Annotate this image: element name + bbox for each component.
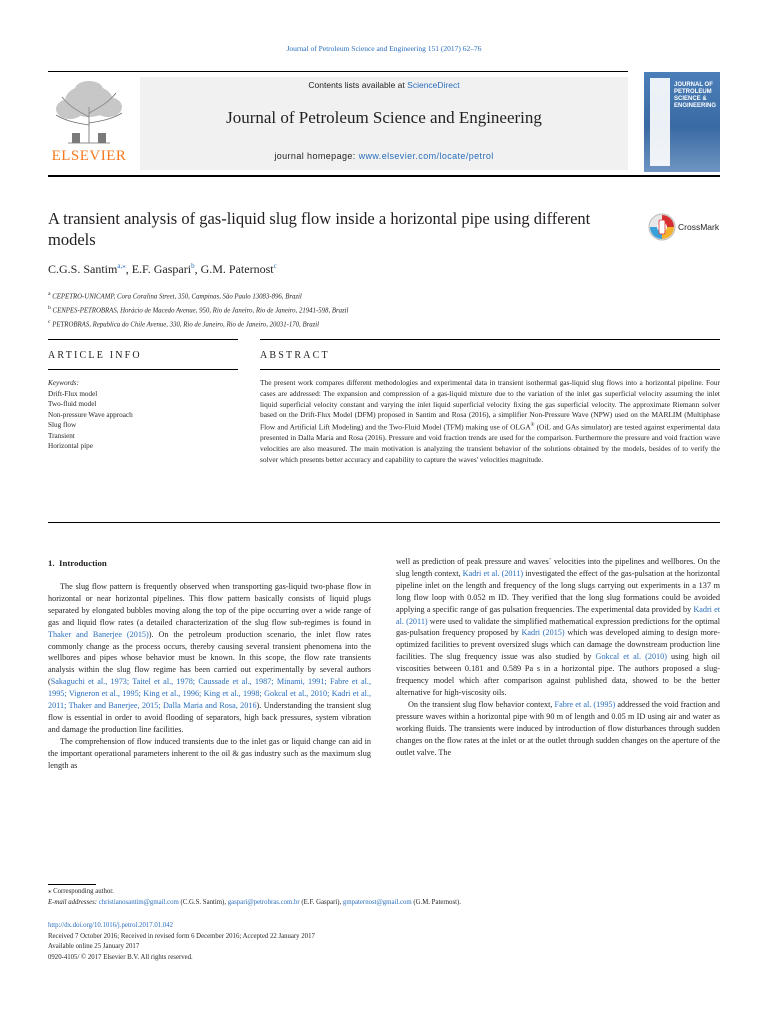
homepage-link[interactable]: www.elsevier.com/locate/petrol [358, 151, 494, 161]
paragraph [48, 581, 371, 736]
text-run: well as prediction of peak pressure and waves´ velocities into the pipelines and wellbores. On the slug length context, [396, 557, 720, 578]
abstract-top-rule [260, 339, 720, 340]
article-title: A transient analysis of gas-liquid slug flow inside a horizontal pipe using different models [48, 209, 591, 249]
text-run: ). On the petroleum production scenario, the inlet flow rates commonly change as the process occurs, thereby causing several transient phenomena into the wellbores and pipes whose behavior must be known. In this scope, the flow rate transients analysis within the slug flow regime has been carried out experimentally by several authors ( [48, 629, 371, 687]
keyword-item: Non-pressure Wave approach [48, 410, 133, 419]
text-run: The slug flow pattern is frequently observed when transporting gas-liquid two-phase flow in horizontal or near horizontal pipelines. This flow pattern basically consists of liquid plugs separated by elongated bubbles moving along the top of the pipe occurring over a wide range of gas and liquid flow rates (a detailed characterization of the slug flow sub-regimes is found in [48, 582, 371, 627]
citation-link[interactable]: Thaker and Banerjee (2015) [48, 629, 149, 639]
paragraph: The comprehension of flow induced transients due to the inlet gas or liquid change can aid in the important operational parameters inherent to the oil & gas industry such as the maximum slug length as [48, 736, 371, 770]
journal-title: Journal of Petroleum Science and Engineering [226, 108, 542, 127]
author-name: E.F. Gaspari [131, 262, 192, 276]
online-date: Available online 25 January 2017 [48, 943, 140, 950]
author-separator: , [194, 262, 201, 276]
keyword-item: Transient [48, 431, 75, 440]
keyword-item: Slug flow [48, 421, 77, 429]
keyword-item: Two-fluid model [48, 400, 97, 408]
crossmark-label[interactable]: CrossMark [678, 222, 720, 232]
keywords-label: Keywords: [48, 379, 79, 387]
email-link[interactable]: christianosantim@gmail.com [98, 898, 179, 906]
affiliation-text: PETROBRAS, Republica do Chile Avenue, 330, Rio de Janeiro, Rio de Janeiro, 20031-170, Brazil [52, 320, 320, 328]
author-affiliation-mark[interactable]: a,⁎ [117, 262, 126, 270]
header-bottom-rule [48, 175, 720, 177]
email-label: E-mail addresses: [48, 898, 98, 906]
email-addresses [48, 898, 720, 909]
citation-link[interactable]: Fabre et al. (1995) [554, 699, 616, 709]
text-run: investigated the effect of the gas-pulsation at the horizontal pipeline inlet on the length and frequency of the long slugs carrying out experiments in a 137 m long flow loop with 0.052 m ID. They verified that the long slug formations could be avoided applying a specific range of gas pulsation frequencies. The experimental data provided by [396, 568, 720, 614]
email-owner: (C.G.S. Santim), [178, 898, 228, 906]
sciencedirect-link[interactable]: ScienceDirect [407, 80, 460, 90]
affiliation-text: CENPES-PETROBRAS, Horácio de Macedo Avenue, 950, Rio de Janeiro, Rio de Janeiro, 21941-598, Brazil [52, 307, 349, 315]
author-name: C.G.S. Santim [48, 262, 118, 276]
footnote-rule [48, 884, 96, 885]
keyword-item: Horizontal pipe [48, 442, 93, 450]
citation-link[interactable]: Gokcal et al. (2010) [595, 652, 667, 662]
abstract-text-part: The present work compares different methodologies and experimental data in transient isothermal gas-liquid slug flows into a horizontal pipeline. Four cases are addressed: The expansion and compression of a gas-liquid mixture due to the variation of the inlet gas superficial velocity assuming the inlet liquid superficial velocity constant and varying the inlet liquid superficial velocity fixing the gas superficial velocity. The approximate Riemann solver based on the Drift-Flux Model (DFM) proposed in Santim and Rosa (2016), a simplifier Non-Pressure Wave (NPW) used on the MARLIM (Multiphase Flow and Artificial Lift Modeling) and the Two-Fluid Model (TFM) making use of OLGA [260, 378, 720, 432]
affiliation-item [48, 317, 648, 331]
affiliation-text: CEPETRO-UNICAMP, Cora Coralina Street, 350, Campinas, São Paulo 13083-896, Brazil [52, 293, 302, 301]
abstract-heading-rule [260, 369, 720, 370]
section-heading [48, 558, 107, 568]
keyword-item: Drift-Flux model [48, 389, 98, 398]
email-owner: (E.F. Gaspari), [299, 898, 343, 906]
text-run: which was developed aiming to design more-optimized facilities to prevent oversized slugs which can damage the downstream production line facilities. The slug frequency issue was also studied by [396, 628, 721, 662]
article-footer [48, 921, 720, 963]
email-link[interactable]: gaspari@petrobras.com.br [227, 898, 300, 906]
abstract-bottom-rule [48, 522, 720, 523]
publisher-wordmark[interactable]: ELSEVIER [51, 148, 127, 164]
corresponding-author-note: ⁎ Corresponding author. [48, 888, 114, 895]
citation-link[interactable]: Kadri et al. (2011) [396, 604, 720, 626]
section-number: 1. [48, 558, 55, 568]
paragraph [396, 699, 720, 759]
contents-prefix: Contents lists available at [308, 80, 405, 90]
history-dates: Received 7 October 2016; Received in revised form 6 December 2016; Accepted 22 January 2017 [48, 932, 315, 940]
text-run: ). Understanding the transient slug flow is essential in order to avoid flooding of separators, high back pressures, system vibration and damage the production line facilities. [48, 701, 371, 734]
email-owner: (G.M. Paternost). [411, 898, 461, 906]
citation-link[interactable]: Sakaguchi et al., 1973; Taitel et al., 1978; Caussade et al., 1987; Minami, 1991; Fabre et al., 1995; Vigneron et al., 1995; King et al., 1996; King et al., 1998; Gokcal et al., 2010; Kadri et al., 2011; Thaker and Banerjee, 2015; Dalla Maria and Rosa, 2016 [48, 677, 371, 711]
citation-link[interactable]: Kadri et al. (2011) [462, 568, 524, 578]
affiliation-item [48, 289, 648, 303]
abstract-text [260, 378, 720, 466]
journal-cover-thumbnail[interactable] [644, 72, 720, 172]
registered-mark: ® [530, 423, 535, 429]
text-run: using high oil viscosities between 0.181 and 0.589 Pa s in a horizontal pipe. The authors proposed a slug-frequency model which after comparison against published data, showed to be the better alternative for high-viscosity oils. [396, 652, 720, 697]
footnotes [48, 887, 720, 908]
body-column-right [396, 556, 720, 758]
journal-homepage [140, 151, 628, 161]
abstract-text-part: (OiL and GAs simulator) are tested against experimental data presented in Dalla Maria and Rosa (2016). Pressure and void fraction trends are used for the comparison. Furthermore the pressure and void fraction wave velocities are also measured. The main motivation is analyzing the transient behavior of the solutions obtained by the models, besides of to verify the solver which presents better accuracy and capability to capture the waves' velocities magnitude. [260, 422, 720, 465]
info-heading-rule [48, 369, 238, 370]
citation-link[interactable]: Kadri (2015) [521, 628, 565, 638]
author-separator: , [125, 262, 132, 276]
cover-stripe [650, 78, 670, 166]
affiliation-mark: a [48, 291, 51, 297]
section-title: Introduction [59, 558, 107, 568]
affiliation-mark: c [48, 318, 51, 325]
info-top-rule [48, 339, 238, 340]
abstract-heading: ABSTRACT [260, 350, 330, 361]
text-run: were used to validate the simplified mathematical expression predictions for the optimal gas-pulsation frequency proposed by [396, 616, 720, 638]
body-column-left [48, 581, 371, 772]
text-run: addressed the void fraction and pressure waves within a horizontal pipe with 90 m of length and 0.05 m ID using air and water as working fluids. The transients were induced by introduction of flow disturbances through sudden changes on the flow rates at the inlet or at the outlet through sudden changes on the aperture of the outlet valve. The [396, 699, 720, 757]
copyright-line: 0920-4105/ © 2017 Elsevier B.V. All rights reserved. [48, 953, 193, 961]
article-info-heading: ARTICLE INFO [48, 350, 142, 361]
contents-availability [140, 80, 628, 90]
doi-link[interactable]: http://dx.doi.org/10.1016/j.petrol.2017.01.042 [48, 922, 174, 929]
paragraph [396, 556, 720, 699]
cover-title: JOURNAL OF PETROLEUM SCIENCE & ENGINEERING [674, 82, 717, 109]
keywords [48, 378, 238, 452]
author-name: G.M. Paternost [200, 262, 274, 276]
affiliation-mark: b [48, 304, 51, 311]
author-affiliation-mark[interactable]: c [273, 262, 277, 270]
author-list [48, 262, 277, 277]
author-affiliation-mark[interactable]: b [191, 262, 195, 270]
affiliations [48, 289, 648, 330]
text-run: On the transient slug flow behavior context, [408, 699, 555, 709]
journal-reference[interactable]: Journal of Petroleum Science and Engineering 151 (2017) 62–76 [286, 44, 482, 53]
affiliation-item [48, 303, 648, 317]
email-link[interactable]: gmpaternost@gmail.com [342, 898, 412, 906]
homepage-label: journal homepage: [274, 151, 356, 161]
header-top-rule [48, 71, 628, 72]
